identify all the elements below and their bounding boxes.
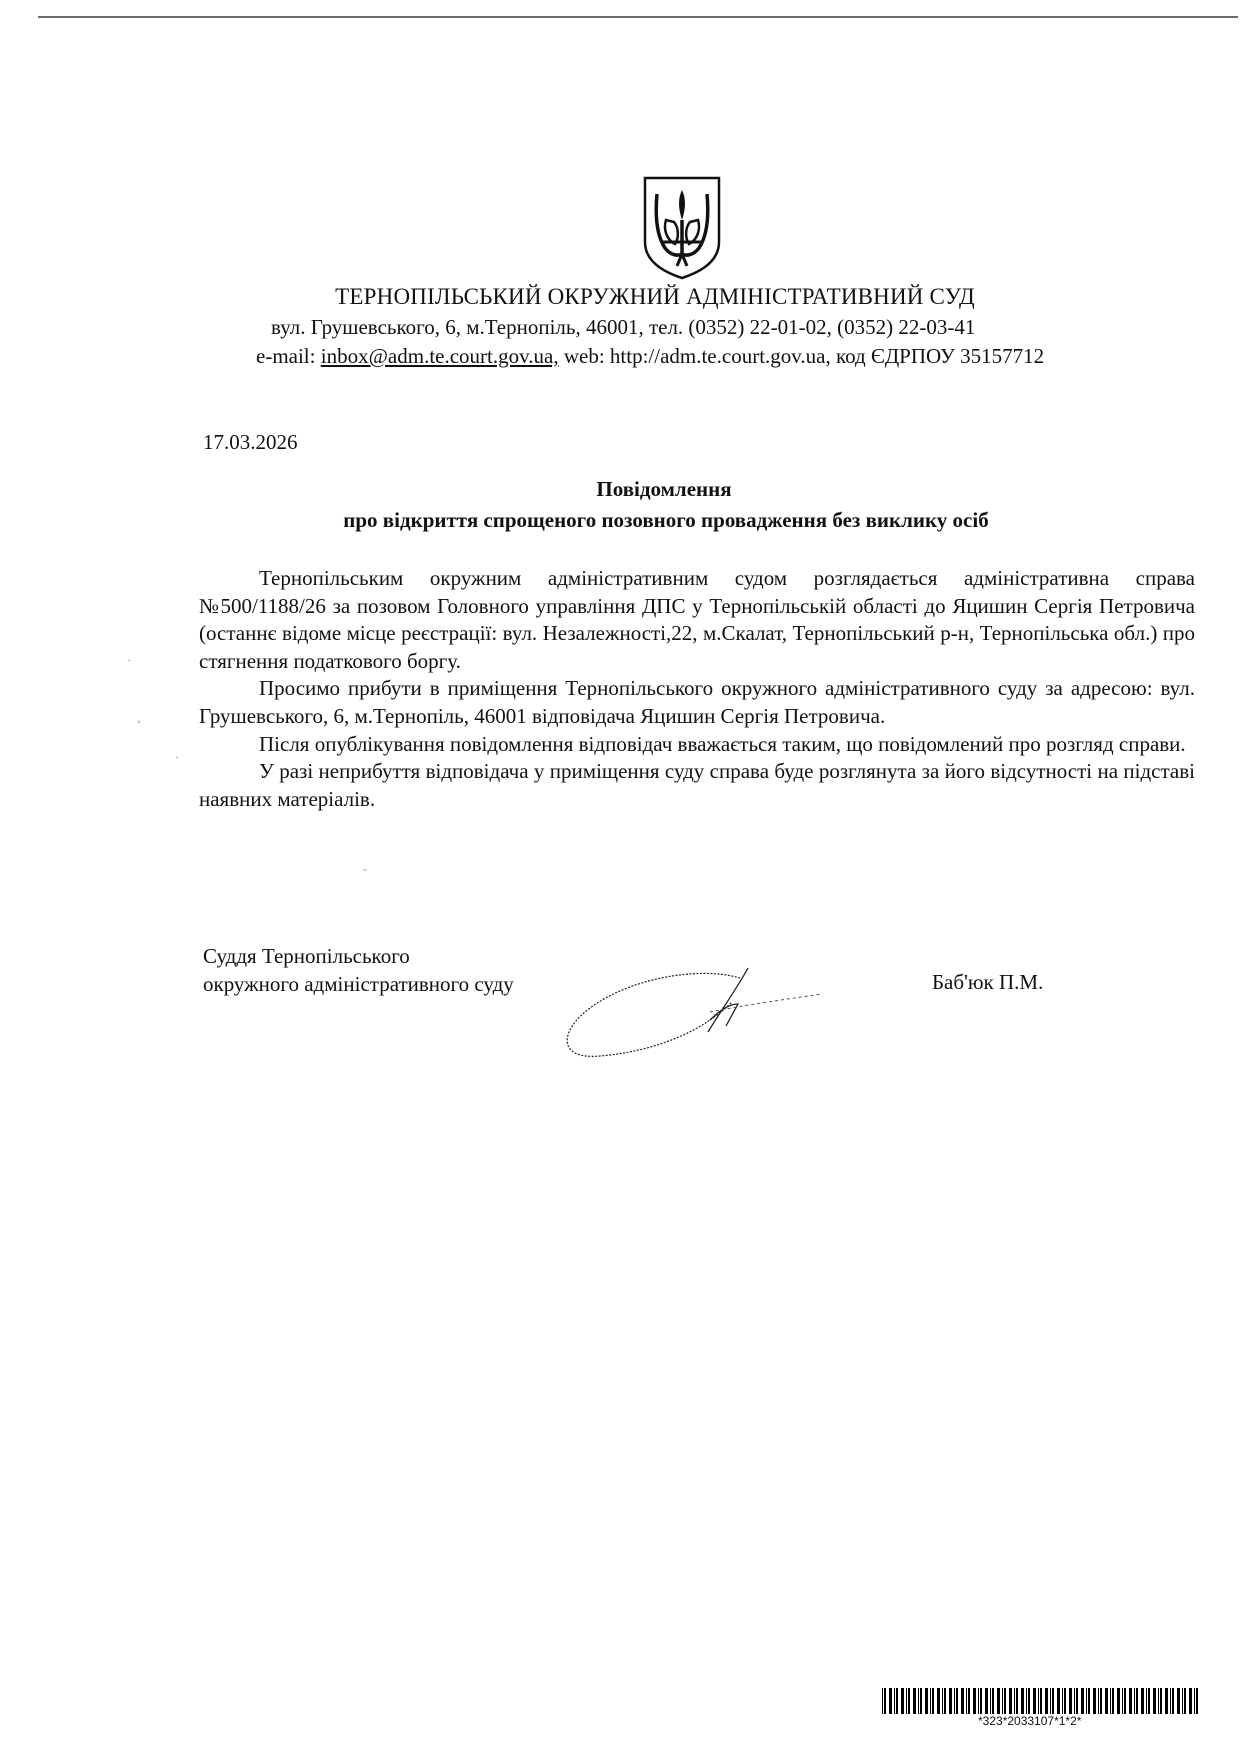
paragraph-absence: У разі неприбуття відповідача у приміщення суду справа буде розглянута за його відсутності на підставі наявних матеріалів. [199, 759, 1195, 811]
barcode-bar [944, 1688, 946, 1714]
barcode-bar [906, 1688, 907, 1714]
barcode-bar [980, 1688, 982, 1714]
barcode-bar [1189, 1688, 1192, 1714]
barcode-bar [1172, 1688, 1174, 1714]
web-and-code: web: http://adm.te.court.gov.ua, код ЄДРПОУ 35157712 [558, 344, 1045, 368]
scan-speck: ˘ [363, 866, 367, 880]
judge-position [203, 942, 514, 998]
barcode-bar [1194, 1688, 1195, 1714]
barcode-bar [1136, 1688, 1138, 1714]
barcode-bar [1146, 1688, 1147, 1714]
trident-emblem-icon [641, 174, 723, 282]
barcode-bar [1165, 1688, 1168, 1714]
barcode-bar [1098, 1688, 1099, 1714]
barcode-bar [1081, 1688, 1084, 1714]
barcode-bar [1057, 1688, 1060, 1714]
barcode-bar [1158, 1688, 1159, 1714]
barcode-bar [1016, 1688, 1018, 1714]
barcode-bar [1134, 1688, 1135, 1714]
barcode-bar [913, 1688, 916, 1714]
scan-speck: · [127, 653, 131, 667]
barcode-bar [930, 1688, 931, 1714]
barcode-bar [956, 1688, 958, 1714]
barcode-bar [978, 1688, 979, 1714]
barcode-bar [1160, 1688, 1162, 1714]
barcode-bar [1093, 1688, 1096, 1714]
barcode-bar [954, 1688, 955, 1714]
barcode-bar [1064, 1688, 1066, 1714]
barcode-bar [985, 1688, 988, 1714]
barcode-bar [1021, 1688, 1024, 1714]
barcode-bar [1129, 1688, 1132, 1714]
barcode-bar [1062, 1688, 1063, 1714]
barcode-bar [973, 1688, 976, 1714]
barcode-bar [896, 1688, 898, 1714]
scan-speck: · [175, 750, 179, 764]
barcode-bar [918, 1688, 919, 1714]
scan-edge-line [38, 16, 1238, 18]
barcode-bar [1170, 1688, 1171, 1714]
barcode-bar [1124, 1688, 1126, 1714]
court-address: вул. Грушевського, 6, м.Тернопіль, 46001, тел. (0352) 22-01-02, (0352) 22-03-41 [271, 315, 976, 339]
barcode-bar [1050, 1688, 1051, 1714]
email-link[interactable]: inbox@adm.te.court.gov.ua, [320, 344, 559, 368]
barcode-bar [1153, 1688, 1156, 1714]
barcode-bar [1100, 1688, 1102, 1714]
barcode-bar [1038, 1688, 1039, 1714]
barcode-bar [889, 1688, 892, 1714]
paragraph-case: Тернопільським окружним адміністративним судом розглядається адміністративна справа №500/1188/26 за позовом Головного управління ДПС у Тернопільській області до Яцишин Сергія Петровича (останнє відоме місце реєстрації: вул. Незалежності,22, м.Скалат, Тернопільський р-н, Тернопільська обл.) про стягнення податкового боргу. [199, 566, 1195, 673]
barcode-bar [1148, 1688, 1150, 1714]
barcode-bar [1182, 1688, 1183, 1714]
barcode-bar [1028, 1688, 1030, 1714]
paragraph-publication: Після опублікування повідомлення відповідач вважається таким, що повідомлений про розгляд справи. [259, 731, 1186, 756]
barcode-bar [1184, 1688, 1186, 1714]
barcode-bar [884, 1688, 886, 1714]
barcode-bar [894, 1688, 895, 1714]
barcode-bar [1117, 1688, 1120, 1714]
judge-name: Баб'юк П.М. [932, 970, 1044, 994]
notice-body [199, 565, 1195, 813]
barcode-bar [1076, 1688, 1078, 1714]
barcode-bar [1009, 1688, 1012, 1714]
paragraph-request: Просимо прибути в приміщення Тернопільського окружного адміністративного суду за адресою: вул. Грушевського, 6, м.Тернопіль, 46001 відповідача Яцишин Сергія Петровича. [199, 676, 1195, 728]
scan-speck: ˚ [137, 718, 141, 732]
barcode-bar [1033, 1688, 1036, 1714]
barcode-bar [920, 1688, 922, 1714]
barcode-bar [1105, 1688, 1108, 1714]
judge-position-line1: Суддя Тернопільського [203, 944, 410, 968]
barcode-bar [901, 1688, 904, 1714]
barcode-bar [1040, 1688, 1042, 1714]
barcode [882, 1688, 1202, 1714]
barcode-bar [1004, 1688, 1006, 1714]
barcode-bar [997, 1688, 1000, 1714]
barcode-bar [1014, 1688, 1015, 1714]
barcode-text: *323*2033107*1*2* [978, 1714, 1082, 1728]
barcode-bar [1141, 1688, 1144, 1714]
barcode-bar [1026, 1688, 1027, 1714]
barcode-bar [990, 1688, 991, 1714]
barcode-bar [942, 1688, 943, 1714]
barcode-bar [932, 1688, 934, 1714]
barcode-bar [1074, 1688, 1075, 1714]
email-label: e-mail: [256, 344, 321, 368]
barcode-bar [925, 1688, 928, 1714]
barcode-bar [908, 1688, 910, 1714]
barcode-bar [968, 1688, 970, 1714]
barcode-bar [1110, 1688, 1111, 1714]
barcode-bar [949, 1688, 952, 1714]
barcode-bar [1177, 1688, 1180, 1714]
court-contacts [256, 344, 1044, 369]
judge-position-line2: окружного адміністративного суду [203, 972, 514, 996]
court-name: ТЕРНОПІЛЬСЬКИЙ ОКРУЖНИЙ АДМІНІСТРАТИВНИЙ СУД [335, 284, 975, 309]
barcode-bar [961, 1688, 964, 1714]
barcode-bar [1122, 1688, 1123, 1714]
barcode-bar [1088, 1688, 1090, 1714]
document-date: 17.03.2026 [203, 430, 298, 454]
barcode-bar [1196, 1688, 1198, 1714]
barcode-bar [1045, 1688, 1048, 1714]
notice-subtitle: про відкриття спрощеного позовного провадження без виклику осіб [343, 508, 989, 532]
barcode-bar [966, 1688, 967, 1714]
barcode-bar [1086, 1688, 1087, 1714]
barcode-bar [882, 1688, 883, 1714]
barcode-bar [937, 1688, 940, 1714]
barcode-bar [992, 1688, 994, 1714]
handwritten-signature [560, 960, 850, 1070]
notice-title: Повідомлення [596, 477, 732, 501]
barcode-bar [1069, 1688, 1072, 1714]
barcode-bar [1052, 1688, 1054, 1714]
barcode-bar [1112, 1688, 1114, 1714]
barcode-bar [1002, 1688, 1003, 1714]
